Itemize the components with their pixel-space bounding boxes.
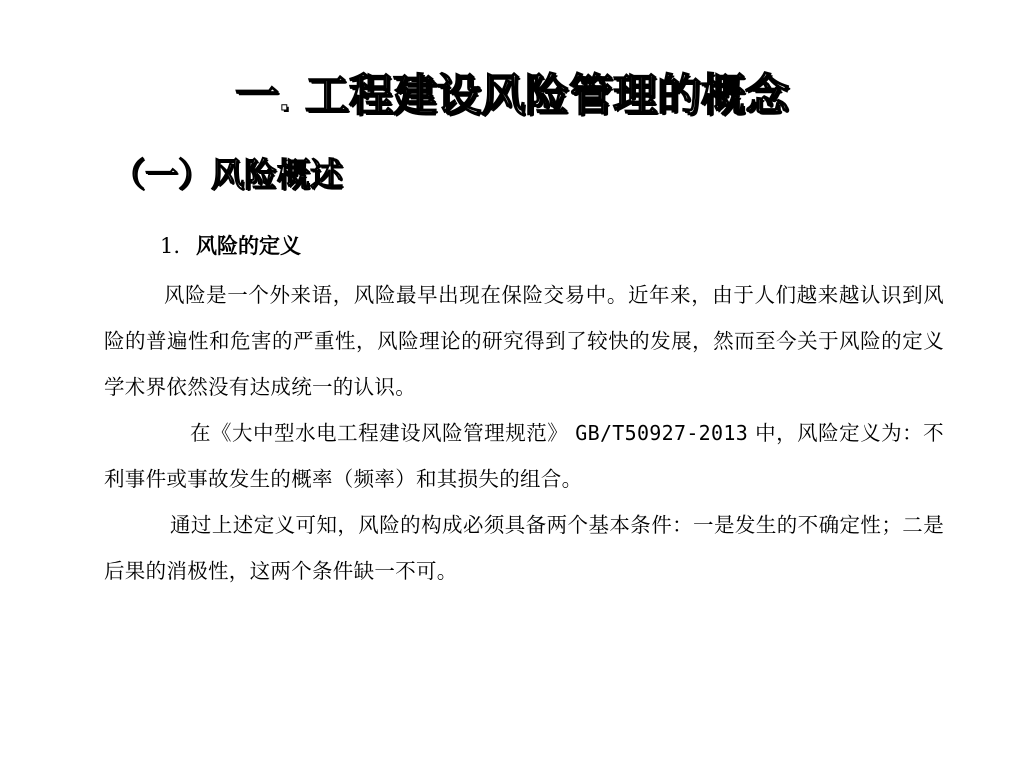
paragraph-risk-conditions: 通过上述定义可知，风险的构成必须具备两个基本条件：一是发生的不确定性；二是后果的消极性，这两个条件缺一不可。	[104, 513, 944, 583]
subsection-number: 1.	[160, 234, 181, 258]
subsection-heading	[160, 230, 301, 262]
title-prefix: 一	[235, 70, 280, 121]
section-heading: （一）风险概述	[112, 155, 343, 194]
subsection-title: 风险的定义	[196, 234, 302, 258]
standard-code: GB/T50927-2013	[575, 421, 749, 445]
title-separator: .	[279, 84, 290, 117]
paragraph-risk-origin: 风险是一个外来语，风险最早出现在保险交易中。近年来，由于人们越来越认识到风险的普遍性和危害的严重性，风险理论的研究得到了较快的发展，然而至今关于风险的定义学术界依然没有达成统一的认识。	[104, 283, 944, 399]
slide-title	[0, 66, 1024, 131]
paragraph-risk-standard-definition	[104, 410, 944, 502]
paragraph-text: 中，风险定义为：不利事件或事故发生的概率（频率）和其损失的组合。	[104, 421, 944, 491]
title-text: 工程建设风险管理的概念	[304, 70, 789, 121]
paragraph-text: 在《大中型水电工程建设风险管理规范》	[190, 421, 569, 445]
